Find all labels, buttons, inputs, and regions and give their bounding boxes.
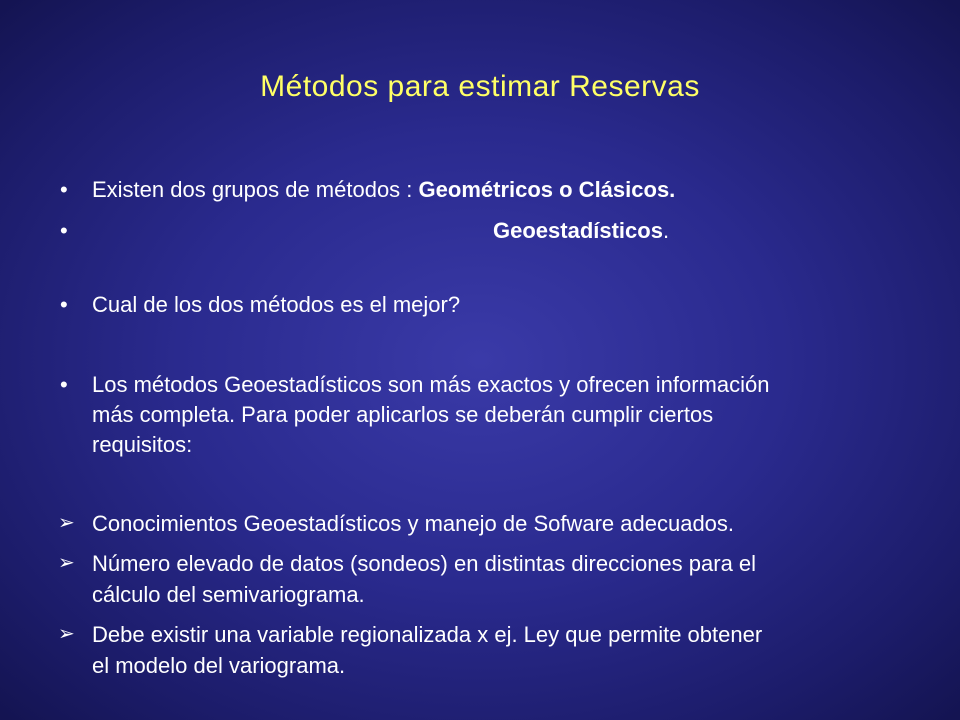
bullet-text-suffix: . (662, 218, 670, 243)
bullet-text (92, 175, 675, 204)
bullet-icon: • (60, 218, 68, 243)
bullet-icon: • (60, 292, 68, 317)
bullet-text-bold: Geométricos o Clásicos. (418, 177, 676, 202)
requirement-text: Conocimientos Geoestadísticos y manejo de Sofware adecuados. (92, 511, 735, 536)
bullet-text-line-3: requisitos: (92, 432, 193, 457)
bullet-text-prefix: Existen dos grupos de métodos : (92, 177, 419, 202)
bullet-text-line-2: más completa. Para poder aplicarlos se deberán cumplir ciertos (92, 402, 714, 427)
arrow-bullet-icon: ➢ (58, 552, 75, 574)
arrow-bullet-icon: ➢ (58, 512, 75, 534)
bullet-text: Cual de los dos métodos es el mejor? (92, 292, 461, 317)
requirement-text-line-1: Número elevado de datos (sondeos) en distintas direcciones para el (92, 551, 757, 576)
bullet-icon: • (60, 177, 68, 202)
requirement-text-line-2: cálculo del semivariograma. (92, 582, 365, 607)
requirement-text-line-2: el modelo del variograma. (92, 653, 346, 678)
bullet-text-bold: Geoestadísticos (493, 218, 663, 243)
bullet-icon: • (60, 372, 68, 397)
bullet-text-line-1: Los métodos Geoestadísticos son más exactos y ofrecen información (92, 372, 770, 397)
requirement-text-line-1: Debe existir una variable regionalizada x ej. Ley que permite obtener (92, 622, 763, 647)
slide-title: Métodos para estimar Reservas (260, 70, 700, 103)
arrow-bullet-icon: ➢ (58, 623, 75, 645)
bullet-text (493, 216, 669, 245)
